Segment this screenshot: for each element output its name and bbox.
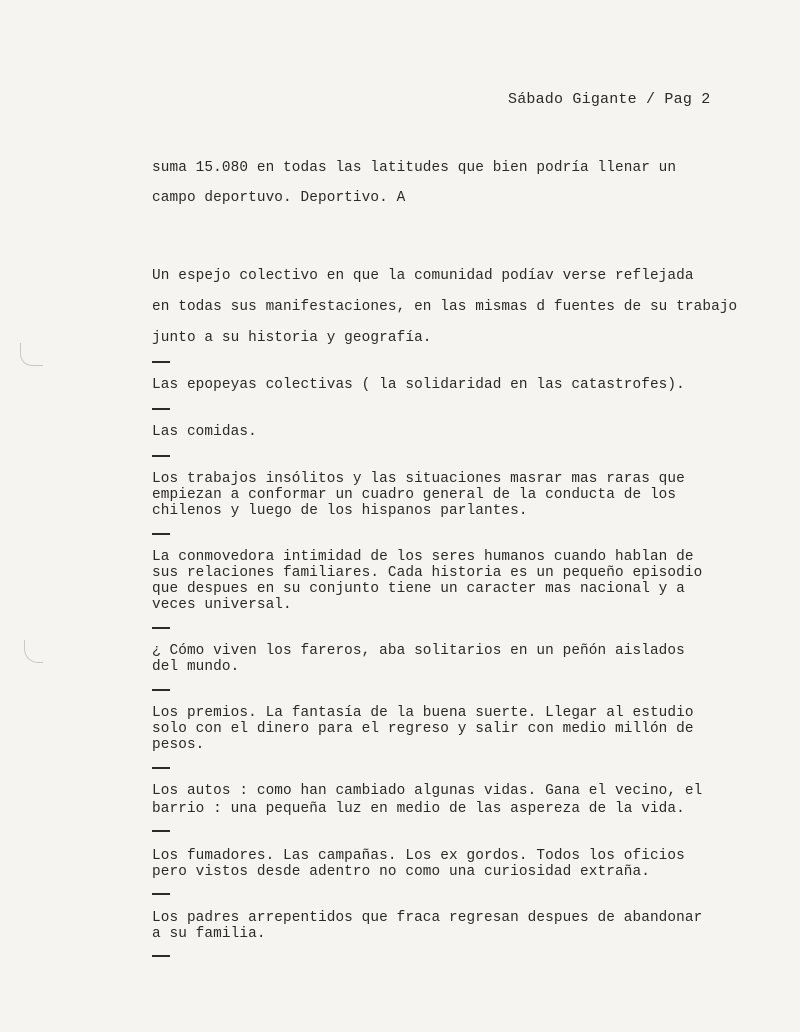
text-line: empiezan a conformar un cuadro general de la conducta de los [152,487,677,503]
text-line: campo deportuvo. Deportivo. A [152,190,406,206]
dash-separator [152,689,170,691]
dash-separator [152,767,170,769]
dash-separator [152,455,170,457]
paper-crease-mark [24,640,43,663]
text-line: Los padres arrepentidos que fraca regresan despues de abandonar [152,910,703,926]
text-line: sus relaciones familiares. Cada historia es un pequeño episodio [152,565,703,581]
text-line: pero vistos desde adentro no como una curiosidad extraña. [152,864,650,880]
page-header: Sábado Gigante / Pag 2 [508,91,711,108]
dash-separator [152,955,170,957]
text-line: barrio : una pequeña luz en medio de las aspereza de la vida. [152,801,685,817]
dash-separator [152,627,170,629]
text-line: La conmovedora intimidad de los seres humanos cuando hablan de [152,549,694,565]
text-line: Un espejo colectivo en que la comunidad podíav verse reflejada [152,268,694,284]
text-line: Los fumadores. Las campañas. Los ex gordos. Todos los oficios [152,848,685,864]
text-line: veces universal. [152,597,292,613]
text-line: Los autos : como han cambiado algunas vidas. Gana el vecino, el [152,783,703,799]
text-line: en todas sus manifestaciones, en las mismas d fuentes de su trabajo [152,299,738,315]
text-line: pesos. [152,737,205,753]
text-line: Las epopeyas colectivas ( la solidaridad en las catastrofes). [152,377,685,393]
text-line: suma 15.080 en todas las latitudes que bien podría llenar un [152,160,677,176]
dash-separator [152,408,170,410]
text-line: solo con el dinero para el regreso y salir con medio millón de [152,721,694,737]
text-line: a su familia. [152,926,266,942]
text-line: Los trabajos insólitos y las situaciones masrar mas raras que [152,471,685,487]
dash-separator [152,533,170,535]
text-line: junto a su historia y geografía. [152,330,432,346]
text-line: ¿ Cómo viven los fareros, aba solitarios en un peñón aislados [152,643,685,659]
text-line: Las comidas. [152,424,257,440]
dash-separator [152,830,170,832]
text-line: Los premios. La fantasía de la buena suerte. Llegar al estudio [152,705,694,721]
dash-separator [152,893,170,895]
text-line: que despues en su conjunto tiene un caracter mas nacional y a [152,581,685,597]
dash-separator [152,361,170,363]
text-line: del mundo. [152,659,240,675]
paper-crease-mark [20,343,43,366]
text-line: chilenos y luego de los hispanos parlantes. [152,503,528,519]
